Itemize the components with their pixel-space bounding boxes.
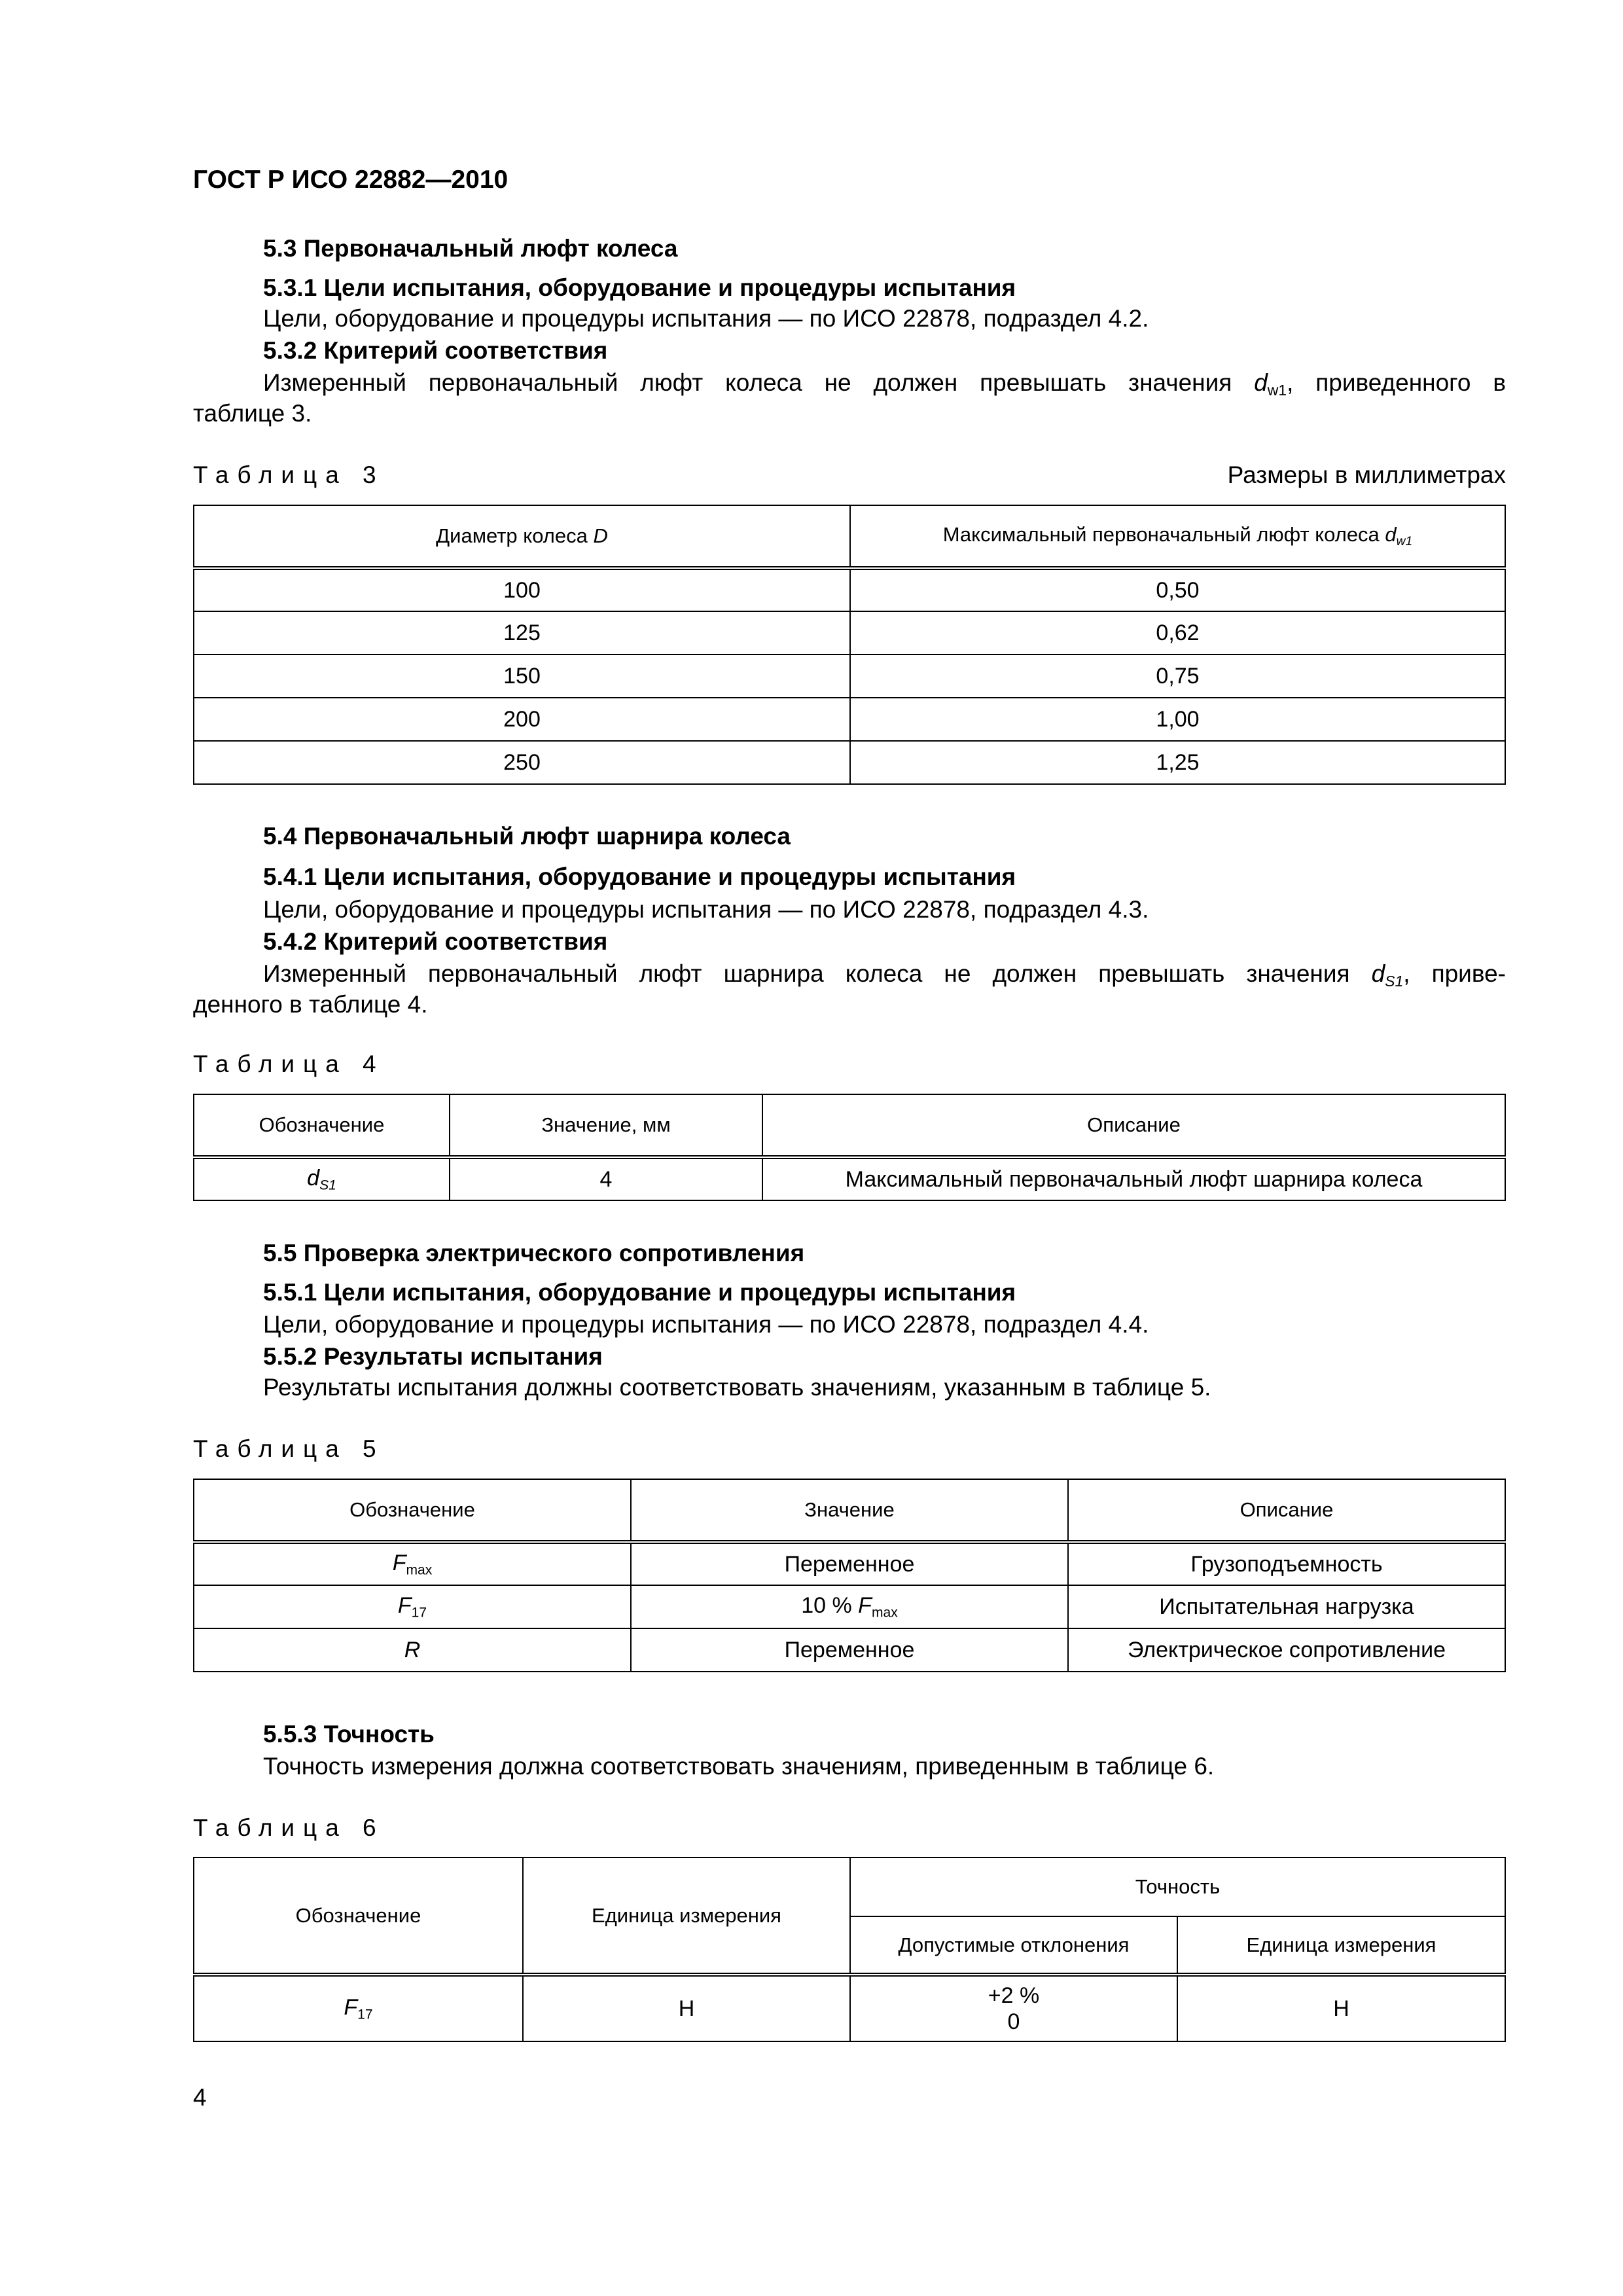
section-5-5-1-text: Цели, оборудование и процедуры испытания — по ИСО 22878, подраздел 4.4. [263, 1311, 1149, 1338]
section-5-5-3-title: 5.5.3 Точность [263, 1721, 435, 1748]
table-6-caption: Таблица 6 [193, 1814, 385, 1841]
cell-play: 1,25 [850, 741, 1505, 784]
cell-description: Электрическое сопротивление [1068, 1628, 1505, 1672]
section-5-5-title: 5.5 Проверка электрического сопротивления [263, 1240, 805, 1266]
cell-diameter: 150 [194, 655, 850, 698]
section-5-4-1-text: Цели, оборудование и процедуры испытания — по ИСО 22878, подраздел 4.3. [263, 896, 1149, 923]
table-5-header-description: Описание [1068, 1479, 1505, 1542]
cell-value [631, 1628, 1068, 1672]
section-5-5-1-title: 5.5.1 Цели испытания, оборудование и процедуры испытания [263, 1279, 1016, 1306]
cell-description: Грузоподъемность [1068, 1542, 1505, 1585]
header-text: Максимальный первоначальный люфт колеса [942, 523, 1385, 547]
section-5-3-2-text-cont: таблице 3. [193, 400, 312, 427]
symbol [1371, 960, 1404, 990]
section-5-4-title: 5.4 Первоначальный люфт шарнира колеса [263, 823, 791, 850]
table-row [194, 1585, 1505, 1628]
section-5-3-1-text: Цели, оборудование и процедуры испытания — по ИСО 22878, подраздел 4.2. [263, 305, 1149, 332]
table-6-header-accuracy-unit: Единица измерения [1177, 1916, 1505, 1975]
tolerance-lower: 0 [1007, 2009, 1020, 2034]
section-5-4-2-title: 5.4.2 Критерий соответствия [263, 928, 608, 955]
cell-accuracy-unit: Н [1177, 1975, 1505, 2041]
symbol [307, 1166, 336, 1191]
cell-tolerance [850, 1975, 1177, 2041]
symbol-letter: d [1254, 369, 1268, 396]
cell-designation [194, 1585, 631, 1628]
cell-diameter: 125 [194, 611, 850, 655]
cell-description: Испытательная нагрузка [1068, 1585, 1505, 1628]
symbol-letter: d [1385, 523, 1397, 547]
table-row [194, 698, 1505, 741]
table-3-units: Размеры в миллиметрах [1227, 461, 1506, 488]
table-3-header-play [850, 505, 1505, 568]
value-text: Переменное [784, 1551, 915, 1577]
subscript: w1 [1396, 534, 1413, 548]
table-4-header-designation: Обозначение [194, 1094, 450, 1157]
table-6 [193, 1857, 1506, 2042]
symbol: F [858, 1592, 872, 1618]
section-5-4-2-text-cont: денного в таблице 4. [193, 991, 428, 1018]
cell-description: Максимальный первоначальный люфт шарнира колеса [762, 1157, 1505, 1200]
section-5-5-2-text: Результаты испытания должны соответствовать значениям, указанным в таблице 5. [263, 1374, 1211, 1401]
subscript: S1 [319, 1177, 336, 1193]
cell-designation [194, 1975, 523, 2041]
cell-unit: Н [523, 1975, 850, 2041]
table-6-header-designation: Обозначение [194, 1857, 523, 1975]
symbol: F [392, 1550, 406, 1575]
symbol [1385, 523, 1412, 546]
table-3-caption [193, 459, 1506, 492]
cell-value: 4 [450, 1157, 762, 1200]
symbol-letter: d [307, 1165, 320, 1191]
subscript: S1 [1385, 972, 1404, 990]
cell-diameter: 100 [194, 568, 850, 611]
table-5-header-designation: Обозначение [194, 1479, 631, 1542]
table-6-header-tolerance: Допустимые отклонения [850, 1916, 1177, 1975]
table-row [194, 1628, 1505, 1672]
cell-play: 0,62 [850, 611, 1505, 655]
section-5-3-2-title: 5.3.2 Критерий соответствия [263, 337, 608, 364]
subscript: 17 [411, 1605, 427, 1621]
table-4-caption: Таблица 4 [193, 1050, 385, 1077]
page-number: 4 [193, 2084, 207, 2111]
document-header: ГОСТ Р ИСО 22882—2010 [193, 166, 508, 194]
table-row [194, 1157, 1505, 1200]
cell-diameter: 200 [194, 698, 850, 741]
cell-play: 1,00 [850, 698, 1505, 741]
symbol-letter: d [1371, 960, 1385, 987]
table-row [194, 741, 1505, 784]
table-4-header-value: Значение, мм [450, 1094, 762, 1157]
table-4 [193, 1094, 1506, 1201]
cell-designation [194, 1628, 631, 1672]
cell-designation [194, 1542, 631, 1585]
section-5-5-3-text: Точность измерения должна соответствовать значениям, приведенным в таблице 6. [263, 1753, 1215, 1780]
table-5 [193, 1479, 1506, 1672]
tolerance-upper: +2 % [988, 1983, 1040, 2008]
cell-value [631, 1542, 1068, 1585]
cell-designation [194, 1157, 450, 1200]
text: Измеренный первоначальный люфт шарнира колеса не должен превышать значения [263, 960, 1372, 987]
table-row [194, 655, 1505, 698]
table-row [194, 1975, 1505, 2041]
text: , приведенного в [1287, 369, 1506, 396]
value-text: Переменное [784, 1637, 915, 1662]
value-text: 10 % [801, 1592, 859, 1618]
section-5-3-title: 5.3 Первоначальный люфт колеса [263, 235, 678, 262]
caption-text: Таблица 3 [193, 461, 385, 488]
cell-play: 0,75 [850, 655, 1505, 698]
table-6-header-accuracy: Точность [850, 1857, 1505, 1916]
subscript: max [406, 1562, 433, 1578]
table-6-header-unit: Единица измерения [523, 1857, 850, 1975]
table-3 [193, 505, 1506, 785]
table-3-header-diameter [194, 505, 850, 568]
symbol: R [404, 1637, 421, 1662]
table-4-header-description: Описание [762, 1094, 1505, 1157]
section-5-5-2-title: 5.5.2 Результаты испытания [263, 1343, 603, 1370]
table-row [194, 1542, 1505, 1585]
subscript: w1 [1267, 381, 1287, 399]
cell-value [631, 1585, 1068, 1628]
section-5-4-1-title: 5.4.1 Цели испытания, оборудование и процедуры испытания [263, 863, 1016, 890]
symbol: F [344, 1994, 358, 2020]
symbol [1254, 369, 1287, 399]
cell-diameter: 250 [194, 741, 850, 784]
subscript: 17 [357, 2007, 373, 2022]
header-text: Диаметр колеса [436, 524, 594, 547]
table-5-header-value: Значение [631, 1479, 1068, 1542]
text: Измеренный первоначальный люфт колеса не должен превышать значения [263, 369, 1255, 396]
text: , приве- [1403, 960, 1506, 987]
table-row [194, 568, 1505, 611]
symbol: D [593, 524, 608, 547]
table-row [194, 611, 1505, 655]
table-5-caption: Таблица 5 [193, 1435, 385, 1462]
symbol: F [397, 1592, 412, 1618]
cell-play: 0,50 [850, 568, 1505, 611]
section-5-3-1-title: 5.3.1 Цели испытания, оборудование и процедуры испытания [263, 274, 1016, 301]
subscript: max [871, 1605, 898, 1621]
